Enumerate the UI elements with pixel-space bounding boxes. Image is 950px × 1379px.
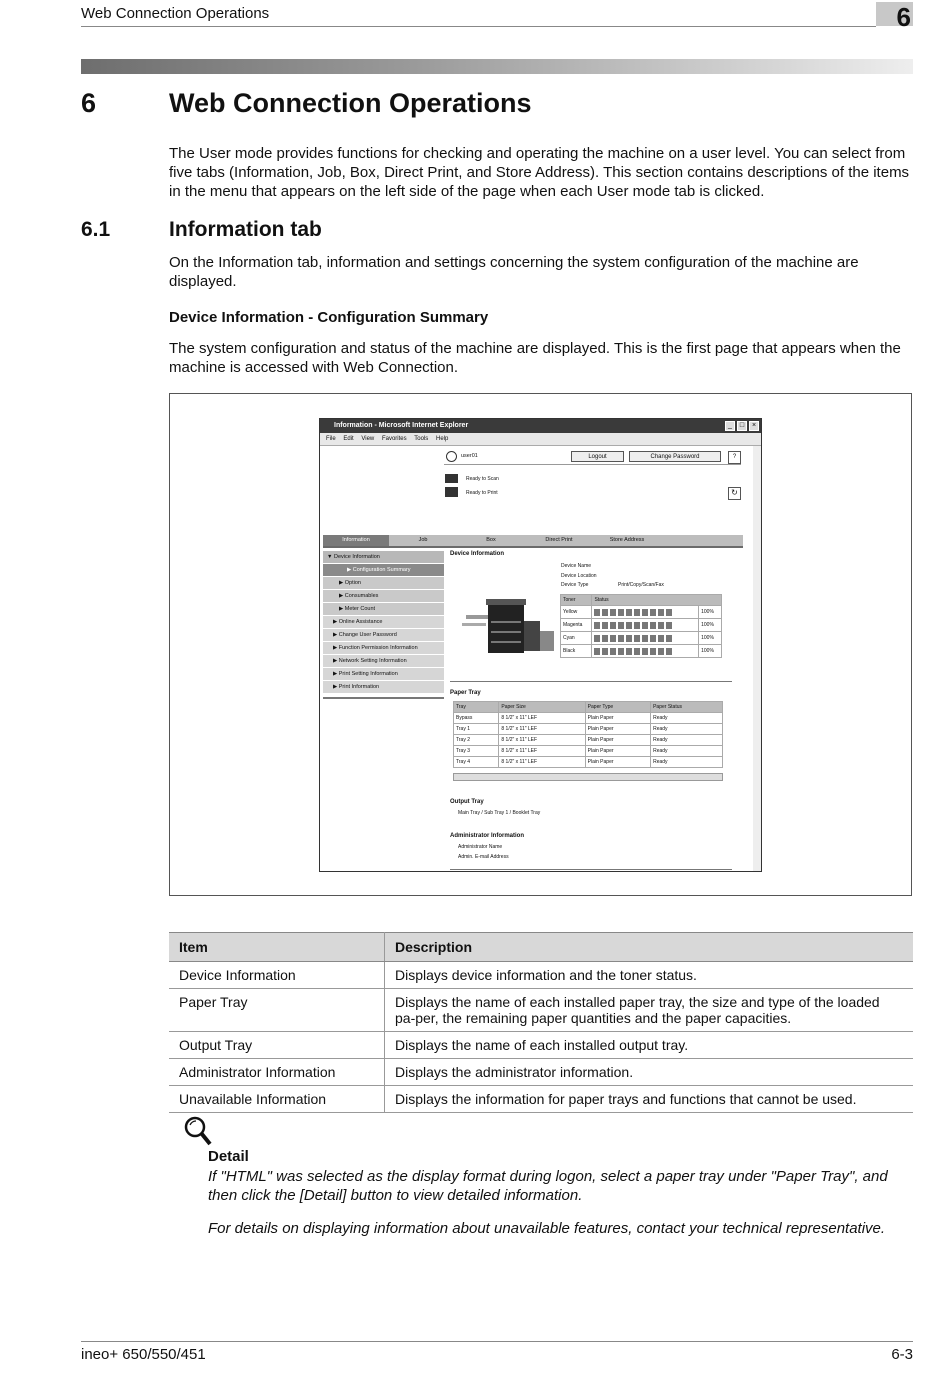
toner-level-bar: [594, 609, 672, 616]
table-row: Paper Tray Displays the name of each installed paper tray, the size and type of the loaded pa-per, the remaining paper quantities and the paper capacities.: [169, 989, 913, 1032]
help-icon[interactable]: ?: [728, 451, 741, 464]
device-type-label: Device Type: [561, 582, 589, 588]
subsection-title: Information tab: [169, 218, 322, 241]
sidebar-item-print-setting[interactable]: ▶ Print Setting Information: [323, 668, 444, 681]
section-number: 6: [81, 88, 97, 118]
tab-underline: [323, 546, 743, 548]
sidebar-label: Meter Count: [344, 606, 376, 612]
section-gradient-bar: [81, 59, 913, 74]
toner-table: [560, 594, 722, 658]
sidebar-item-configuration-summary[interactable]: ▶ Configuration Summary: [323, 564, 444, 577]
sidebar-item-function-permission[interactable]: ▶ Function Permission Information: [323, 642, 444, 655]
col-description: Description: [385, 933, 914, 962]
content-bottom-rule: [450, 869, 732, 870]
footer-rule: [81, 1341, 913, 1342]
magnifier-icon: [183, 1115, 213, 1147]
device-location-label: Device Location: [561, 573, 597, 579]
minimize-icon[interactable]: _: [725, 421, 735, 431]
footer-model: ineo+ 650/550/451: [81, 1346, 206, 1363]
scanner-icon: [445, 474, 458, 483]
tray-row[interactable]: Bypass 8 1/2" x 11" LEF Plain Paper Ready: [454, 713, 723, 724]
table-row: Output Tray Displays the name of each installed output tray.: [169, 1032, 913, 1059]
admin-info-title: Administrator Information: [450, 833, 525, 839]
tab-store-address[interactable]: Store Address: [609, 537, 645, 543]
header-rule: [81, 26, 876, 27]
item-description-table: [169, 932, 913, 1113]
subsection-heading: Device Information - Configuration Summary: [169, 309, 489, 326]
toner-level-bar: [594, 622, 672, 629]
browser-menu-bar: [320, 433, 761, 446]
top-divider: [444, 464, 741, 465]
sidebar-label: Device Information: [333, 554, 380, 560]
menu-tools[interactable]: Tools: [414, 436, 429, 442]
horizontal-scrollbar[interactable]: [453, 773, 723, 781]
toner-header: Toner: [561, 595, 592, 606]
close-icon[interactable]: ×: [749, 421, 759, 431]
paper-tray-title: Paper Tray: [450, 690, 481, 696]
table-row: Device Information Displays device information and the toner status.: [169, 962, 913, 989]
menu-favorites[interactable]: Favorites: [381, 436, 407, 442]
detail-title: Detail: [208, 1148, 249, 1165]
section-intro: The User mode provides functions for checking and operating the machine on a user level. You can select from five tabs (Information, Job, Box, Direct Print, and Store Address). This section contains descriptions of the items in the menu that appears on the left side of the page when each User mode tab is clicked.: [169, 145, 910, 200]
tray-row[interactable]: Tray 2 8 1/2" x 11" LEF Plain Paper Ready: [454, 735, 723, 746]
tab-direct-print[interactable]: Direct Print: [545, 537, 573, 543]
tab-information[interactable]: Information: [323, 535, 389, 546]
col-tray: Tray: [454, 702, 499, 713]
sidebar-label: Print Information: [338, 684, 380, 690]
printer-illustration: [458, 591, 558, 656]
detail-text-2: For details on displaying information about unavailable features, contact your technical representative.: [208, 1220, 886, 1237]
toner-row: Magenta 100%: [561, 619, 722, 632]
sidebar-label: Configuration Summary: [352, 567, 411, 573]
toner-level-bar: [594, 635, 672, 642]
menu-file[interactable]: File: [326, 436, 336, 442]
logout-button[interactable]: Logout: [571, 451, 624, 462]
sidebar-label: Option: [344, 580, 361, 586]
sidebar-label: Network Setting Information: [338, 658, 407, 664]
sidebar-item-meter-count[interactable]: ▶ Meter Count: [323, 603, 444, 616]
browser-window: [319, 418, 762, 872]
sidebar: [323, 551, 444, 699]
subsection-intro: On the Information tab, information and settings concerning the system configuration of the machine are displayed.: [169, 254, 859, 290]
subsection-description: The system configuration and status of the machine are displayed. This is the first page that appears when the machine is accessed with Web Connection.: [169, 340, 901, 376]
sidebar-label: Online Assistance: [338, 619, 383, 625]
chapter-number: 6: [896, 2, 911, 32]
tab-box[interactable]: Box: [486, 537, 496, 543]
tab-bar: [323, 535, 743, 546]
sidebar-bottom-rule: [323, 697, 444, 699]
tray-row[interactable]: Tray 1 8 1/2" x 11" LEF Plain Paper Ready: [454, 724, 723, 735]
col-paper-status: Paper Status: [651, 702, 723, 713]
device-name-label: Device Name: [561, 563, 592, 569]
col-paper-size: Paper Size: [499, 702, 585, 713]
sidebar-item-option[interactable]: ▶ Option: [323, 577, 444, 590]
admin-name-label: Administrator Name: [458, 844, 503, 850]
sidebar-item-network-setting[interactable]: ▶ Network Setting Information: [323, 655, 444, 668]
output-tray-title: Output Tray: [450, 799, 484, 805]
tray-row[interactable]: Tray 4 8 1/2" x 11" LEF Plain Paper Ready: [454, 757, 723, 768]
subsection-number: 6.1: [81, 218, 111, 241]
tray-row[interactable]: Tray 3 8 1/2" x 11" LEF Plain Paper Ready: [454, 746, 723, 757]
browser-content: [320, 446, 761, 871]
sidebar-label: Change User Password: [338, 632, 397, 638]
tab-job[interactable]: Job: [418, 537, 428, 543]
output-tray-value: Main Tray / Sub Tray 1 / Booklet Tray: [458, 810, 541, 816]
sidebar-label: Print Setting Information: [338, 671, 398, 677]
toner-row: Black 100%: [561, 645, 722, 658]
sidebar-label: Function Permission Information: [338, 645, 418, 651]
ready-scan-status: Ready to Scan: [466, 476, 499, 482]
ready-print-status: Ready to Print: [466, 490, 498, 496]
device-type-value: Print/Copy/Scan/Fax: [618, 582, 664, 588]
content-divider: [450, 681, 732, 682]
sidebar-item-online-assistance[interactable]: ▶ Online Assistance: [323, 616, 444, 629]
maximize-icon[interactable]: □: [737, 421, 747, 431]
change-password-button[interactable]: Change Password: [629, 451, 721, 462]
user-name: user01: [461, 453, 478, 459]
menu-edit[interactable]: Edit: [343, 436, 354, 442]
toner-row: Yellow 100%: [561, 606, 722, 619]
sidebar-item-print-information[interactable]: ▶ Print Information: [323, 681, 444, 694]
toner-level-bar: [594, 648, 672, 655]
menu-help[interactable]: Help: [435, 436, 449, 442]
sidebar-item-change-user-password[interactable]: ▶ Change User Password: [323, 629, 444, 642]
toner-row: Cyan 100%: [561, 632, 722, 645]
admin-email-label: Admin. E-mail Address: [458, 854, 509, 860]
printer-icon: [445, 487, 458, 497]
sidebar-label: Consumables: [344, 593, 379, 599]
device-info-title: Device Information: [450, 551, 505, 557]
paper-tray-table: [453, 701, 723, 768]
section-title: Web Connection Operations: [169, 88, 532, 118]
table-row: Unavailable Information Displays the information for paper trays and functions that cannot be used.: [169, 1086, 913, 1113]
menu-view[interactable]: View: [361, 436, 375, 442]
running-header-title: Web Connection Operations: [81, 5, 270, 22]
sidebar-item-device-information[interactable]: ▼ Device Information: [323, 551, 444, 564]
footer-page-number: 6-3: [891, 1346, 913, 1363]
col-item: Item: [169, 933, 385, 962]
browser-title-bar: Information - Microsoft Internet Explorer: [320, 419, 761, 433]
refresh-icon[interactable]: ↻: [728, 487, 741, 500]
sidebar-item-consumables[interactable]: ▶ Consumables: [323, 590, 444, 603]
col-paper-type: Paper Type: [585, 702, 650, 713]
status-header: Status: [592, 595, 722, 606]
table-row: Administrator Information Displays the administrator information.: [169, 1059, 913, 1086]
user-icon: [446, 451, 457, 462]
detail-text-1: If "HTML" was selected as the display format during logon, select a paper tray under "Paper Tray", and then click the [Detail] button to view detailed information.: [208, 1168, 888, 1204]
